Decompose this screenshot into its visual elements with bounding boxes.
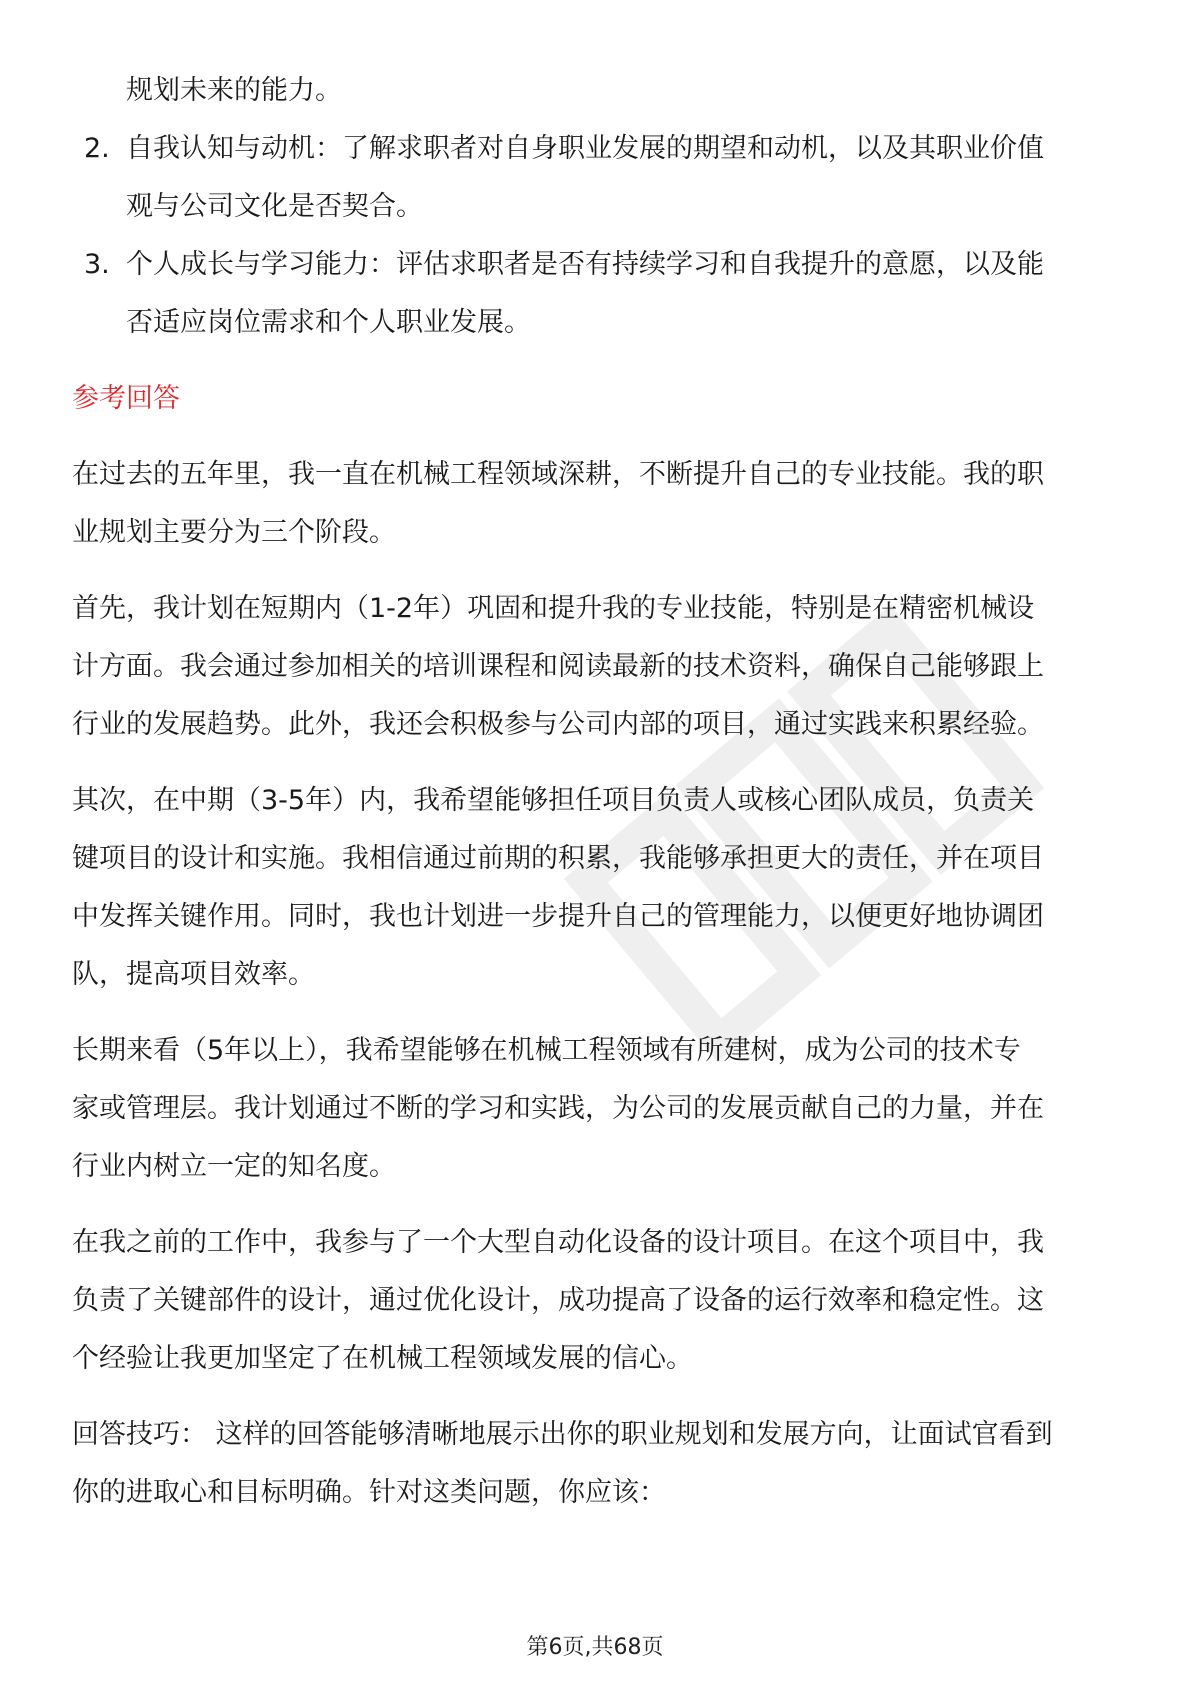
paragraph-line: 中发挥关键作用。同时，我也计划进一步提升自己的管理能力，以便更好地协调团 bbox=[72, 901, 1044, 932]
numbered-list bbox=[72, 120, 1118, 352]
paragraph-line: 键项目的设计和实施。我相信通过前期的积累，我能够承担更大的责任，并在项目 bbox=[72, 843, 1044, 874]
paragraph-line: 个经验让我更加坚定了在机械工程领域发展的信心。 bbox=[72, 1343, 693, 1374]
paragraph bbox=[72, 772, 1118, 1004]
paragraph bbox=[72, 1022, 1118, 1196]
paragraph-line: 业规划主要分为三个阶段。 bbox=[72, 517, 396, 548]
list-item-line: 个人成长与学习能力：评估求职者是否有持续学习和自我提升的意愿，以及能 bbox=[126, 249, 1044, 280]
paragraph bbox=[72, 1406, 1118, 1522]
paragraph-line: 首先，我计划在短期内（1-2年）巩固和提升我的专业技能，特别是在精密机械设 bbox=[72, 593, 1035, 624]
paragraph bbox=[72, 580, 1118, 754]
paragraph-line: 行业内树立一定的知名度。 bbox=[72, 1151, 396, 1182]
list-carry-line: 规划未来的能力。 bbox=[126, 75, 342, 106]
paragraph bbox=[72, 1214, 1118, 1388]
list-item-number: 3. bbox=[84, 249, 110, 280]
list-item bbox=[72, 120, 1118, 236]
paragraph bbox=[72, 446, 1118, 562]
paragraph-line: 计方面。我会通过参加相关的培训课程和阅读最新的技术资料，确保自己能够跟上 bbox=[72, 651, 1044, 682]
paragraph-line: 其次，在中期（3-5年）内，我希望能够担任项目负责人或核心团队成员，负责关 bbox=[72, 785, 1035, 816]
section-heading: 参考回答 bbox=[72, 383, 180, 414]
paragraph-line: 你的进取心和目标明确。针对这类问题，你应该： bbox=[72, 1477, 666, 1508]
paragraph-line: 回答技巧： 这样的回答能够清晰地展示出你的职业规划和发展方向，让面试官看到 bbox=[72, 1419, 1053, 1450]
list-item-line: 观与公司文化是否契合。 bbox=[126, 191, 423, 222]
list-item bbox=[72, 236, 1118, 352]
paragraph-line: 家或管理层。我计划通过不断的学习和实践，为公司的发展贡献自己的力量，并在 bbox=[72, 1093, 1044, 1124]
paragraph-line: 在我之前的工作中，我参与了一个大型自动化设备的设计项目。在这个项目中，我 bbox=[72, 1227, 1044, 1258]
document-content bbox=[72, 62, 1118, 1522]
paragraph-line: 行业的发展趋势。此外，我还会积极参与公司内部的项目，通过实践来积累经验。 bbox=[72, 709, 1044, 740]
paragraph-line: 在过去的五年里，我一直在机械工程领域深耕，不断提升自己的专业技能。我的职 bbox=[72, 459, 1044, 490]
paragraph-line: 长期来看（5年以上），我希望能够在机械工程领域有所建树，成为公司的技术专 bbox=[72, 1035, 1021, 1066]
paragraph-line: 负责了关键部件的设计，通过优化设计，成功提高了设备的运行效率和稳定性。这 bbox=[72, 1285, 1044, 1316]
list-item-number: 2. bbox=[84, 133, 110, 164]
list-item-line: 自我认知与动机：了解求职者对自身职业发展的期望和动机，以及其职业价值 bbox=[126, 133, 1044, 164]
paragraph-line: 队，提高项目效率。 bbox=[72, 959, 315, 990]
page-number: 第6页,共68页 bbox=[526, 1635, 664, 1660]
list-item-line: 否适应岗位需求和个人职业发展。 bbox=[126, 307, 531, 338]
